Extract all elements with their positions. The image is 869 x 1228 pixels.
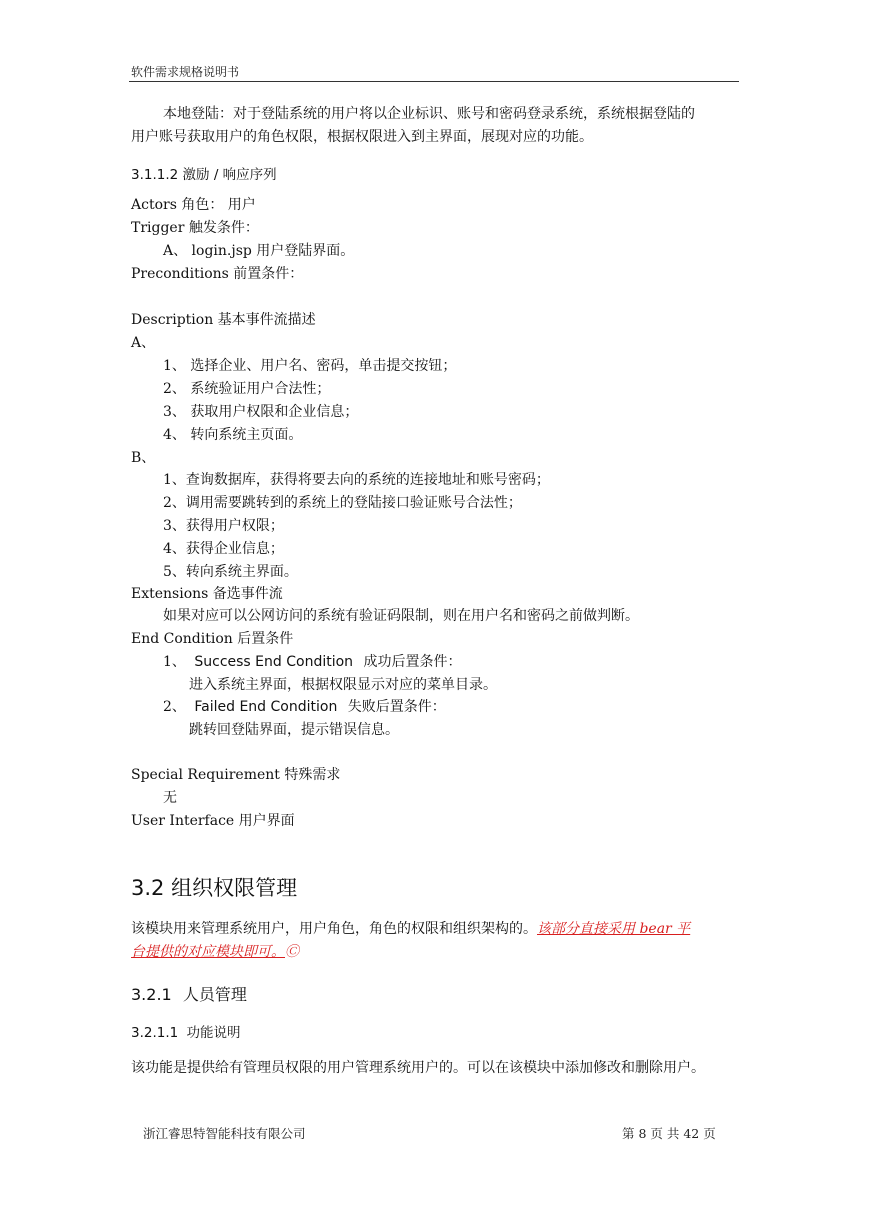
flow-a-step-3: 3、 获取用户权限和企业信息；: [163, 404, 359, 420]
success-end-condition: [163, 651, 462, 673]
flow-b-step-3: 3、获得用户权限；: [163, 518, 284, 534]
flow-b-step-2: 2、调用需要跳转到的系统上的登陆接口验证账号合法性；: [163, 495, 522, 511]
extensions-label: Extensions 备选事件流: [131, 586, 283, 602]
page-header-title: 软件需求规格说明书: [131, 65, 240, 79]
failed-end-condition: [163, 696, 446, 718]
description-line: Description 基本事件流描述: [131, 312, 316, 328]
header-divider: [129, 81, 739, 82]
preconditions-line: Preconditions 前置条件：: [131, 266, 304, 282]
special-requirement-value: 无: [163, 790, 177, 806]
section-3-2-body: 该模块用来管理系统用户，用户角色，角色的权限和组织架构的。: [131, 921, 537, 937]
flow-b-step-1: 1、查询数据库，获得将要去向的系统的连接地址和账号密码；: [163, 472, 550, 488]
footer-company: 浙江睿思特智能科技有限公司: [143, 1126, 306, 1141]
section-3-2-1-1-heading: [131, 1021, 241, 1041]
footer-page-number: 第 8 页 共 42 页: [622, 1126, 716, 1141]
review-comment-line-1: 该部分直接采用 bear 平: [537, 921, 691, 937]
success-number: 1、: [163, 654, 186, 670]
flow-a-step-4: 4、 转向系统主页面。: [163, 427, 303, 443]
failed-label-cn: 失败后置条件：: [347, 699, 446, 715]
section-3-2-text: [131, 918, 690, 940]
actors-line: Actors 角色： 用户: [131, 197, 256, 213]
section-3-1-1-2-heading: [131, 163, 277, 183]
extensions-text: 如果对应可以公网访问的系统有验证码限制，则在用户名和密码之前做判断。: [163, 608, 639, 624]
flow-a-step-1: 1、 选择企业、用户名、密码，单击提交按钮；: [163, 358, 457, 374]
section-title: 功能说明: [186, 1025, 241, 1041]
function-description-text: 该功能是提供给有管理员权限的用户管理系统用户的。可以在该模块中添加修改和删除用户。: [131, 1060, 705, 1076]
user-interface-label: User Interface 用户界面: [131, 813, 295, 829]
section-title: 激励 / 响应序列: [182, 167, 277, 183]
trigger-line: Trigger 触发条件：: [131, 220, 259, 236]
review-comment-line-2: 台提供的对应模块即可。: [131, 944, 285, 960]
flow-b-step-4: 4、获得企业信息；: [163, 541, 284, 557]
section-number: 3.2: [131, 876, 165, 900]
section-3-2-1-heading: [131, 982, 247, 1005]
success-label-en: Success End Condition: [194, 654, 354, 670]
failed-number: 2、: [163, 699, 186, 715]
section-3-2-comment-line-2: [131, 941, 299, 963]
flow-a-label: A、: [131, 335, 156, 351]
special-requirement-label: Special Requirement 特殊需求: [131, 767, 341, 783]
section-title: 人员管理: [182, 985, 247, 1004]
section-3-2-heading: [131, 872, 297, 902]
section-number: 3.1.1.2: [131, 167, 179, 183]
success-label-cn: 成功后置条件：: [363, 654, 462, 670]
flow-b-step-5: 5、转向系统主界面。: [163, 564, 298, 580]
end-condition-label: End Condition 后置条件: [131, 631, 294, 647]
success-text: 进入系统主界面，根据权限显示对应的菜单目录。: [189, 677, 497, 693]
failed-text: 跳转回登陆界面，提示错误信息。: [189, 722, 399, 738]
trigger-item-a: A、 login.jsp 用户登陆界面。: [163, 243, 355, 259]
intro-line-2: 用户账号获取用户的角色权限，根据权限进入到主界面，展现对应的功能。: [131, 129, 593, 145]
section-number: 3.2.1.1: [131, 1025, 179, 1041]
section-title: 组织权限管理: [171, 876, 298, 900]
comment-marker-icon[interactable]: Ⓒ: [285, 944, 299, 960]
flow-b-label: B、: [131, 450, 156, 466]
section-number: 3.2.1: [131, 985, 172, 1004]
intro-line-1: 本地登陆：对于登陆系统的用户将以企业标识、账号和密码登录系统，系统根据登陆的: [163, 106, 695, 122]
failed-label-en: Failed End Condition: [194, 699, 338, 715]
flow-a-step-2: 2、 系统验证用户合法性；: [163, 381, 331, 397]
